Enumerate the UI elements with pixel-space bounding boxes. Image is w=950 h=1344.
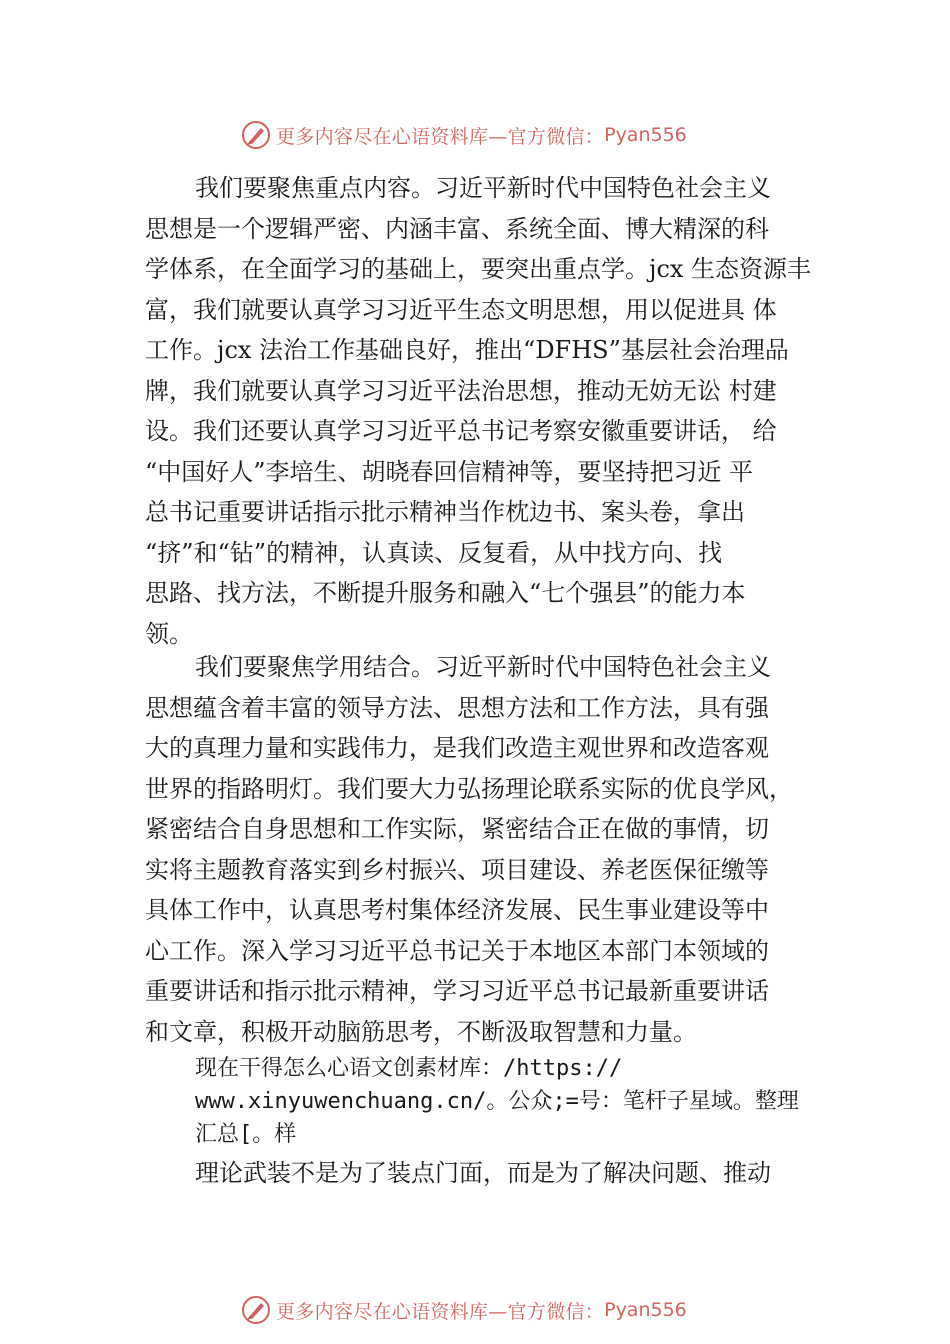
text-line: 具体工作中，认真思考村集体经济发展、民生事业建设等中 bbox=[145, 896, 769, 924]
watermark-text: 更多内容尽在心语资料库—官方微信： bbox=[276, 1300, 605, 1323]
text-line: 思想是一个逻辑严密、内涵丰富、系统全面、博大精深的科 bbox=[145, 214, 769, 243]
text-line: 紧密结合自身思想和工作实际，紧密结合正在做的事情，切 bbox=[145, 815, 769, 843]
text-line: 领。 bbox=[145, 619, 193, 648]
text-line: 我们要聚焦学用结合。习近平新时代中国特色社会主义 bbox=[195, 653, 771, 681]
watermark-wechat-id: Pyan556 bbox=[604, 1299, 687, 1321]
text-line: “挤”和“钻”的精神，认真读、反复看，从中找方向、找 bbox=[145, 538, 723, 567]
text-line: 世界的指路明灯。我们要大力弘扬理论联系实际的优良学风， bbox=[145, 774, 793, 803]
text-line: 和文章，积极开动脑筋思考，不断汲取智慧和力量。 bbox=[145, 1017, 697, 1046]
text-line: 思路、找方法，不断提升服务和融入“七个强县”的能力本 bbox=[145, 579, 746, 607]
text-line: 大的真理力量和实践伟力，是我们改造主观世界和改造客观 bbox=[145, 734, 769, 762]
text-line: 思想蕴含着丰富的领导方法、思想方法和工作方法，具有强 bbox=[145, 693, 769, 722]
text-line: 设。我们还要认真学习习近平总书记考察安徽重要讲话， 给 bbox=[145, 417, 777, 445]
note-line: 汇总[。样 bbox=[195, 1122, 297, 1147]
text-line: 重要讲话和指示批示精神，学习习近平总书记最新重要讲话 bbox=[145, 977, 769, 1005]
paragraph-focus-study-application bbox=[145, 647, 845, 1052]
text-line: 我们要聚焦重点内容。习近平新时代中国特色社会主义 bbox=[195, 174, 771, 202]
pen-logo-icon bbox=[240, 119, 272, 151]
text-line: “中国好人”李培生、胡晓春回信精神等，要坚持把习近 平 bbox=[145, 457, 754, 486]
text-line: 总书记重要讲话指示批示精神当作枕边书、案头卷，拿出 bbox=[145, 498, 745, 526]
note-line: www.xinyuwenchuang.cn/。公众;=号：笔杆子星域。整理 bbox=[195, 1089, 799, 1114]
header-watermark bbox=[240, 115, 687, 155]
text-line: 心工作。深入学习习近平总书记关于本地区本部门本领域的 bbox=[145, 936, 769, 965]
watermark-text: 更多内容尽在心语资料库—官方微信： bbox=[276, 125, 605, 148]
text-line: 牌，我们就要认真学习习近平法治思想，推动无妨无讼 村建 bbox=[145, 376, 777, 405]
paragraph-theory-armament: 理论武装不是为了装点门面，而是为了解决问题、推动 bbox=[195, 1159, 771, 1187]
paragraph-focus-key-content bbox=[145, 168, 845, 654]
text-line: 学体系，在全面学习的基础上，要突出重点学。jcx 生态资源丰 bbox=[145, 255, 812, 283]
text-line: 富，我们就要认真学习习近平生态文明思想，用以促进具 体 bbox=[145, 295, 777, 324]
note-line: 现在干得怎么心语文创素材库：/https:// bbox=[195, 1056, 623, 1081]
text-line: 工作。jcx 法治工作基础良好，推出“DFHS”基层社会治理品 bbox=[145, 336, 789, 364]
footer-watermark bbox=[240, 1290, 687, 1330]
pen-logo-icon bbox=[240, 1294, 272, 1326]
text-line: 实将主题教育落实到乡村振兴、项目建设、养老医保征缴等 bbox=[145, 855, 769, 884]
watermark-wechat-id: Pyan556 bbox=[604, 124, 687, 146]
source-note bbox=[195, 1052, 855, 1151]
